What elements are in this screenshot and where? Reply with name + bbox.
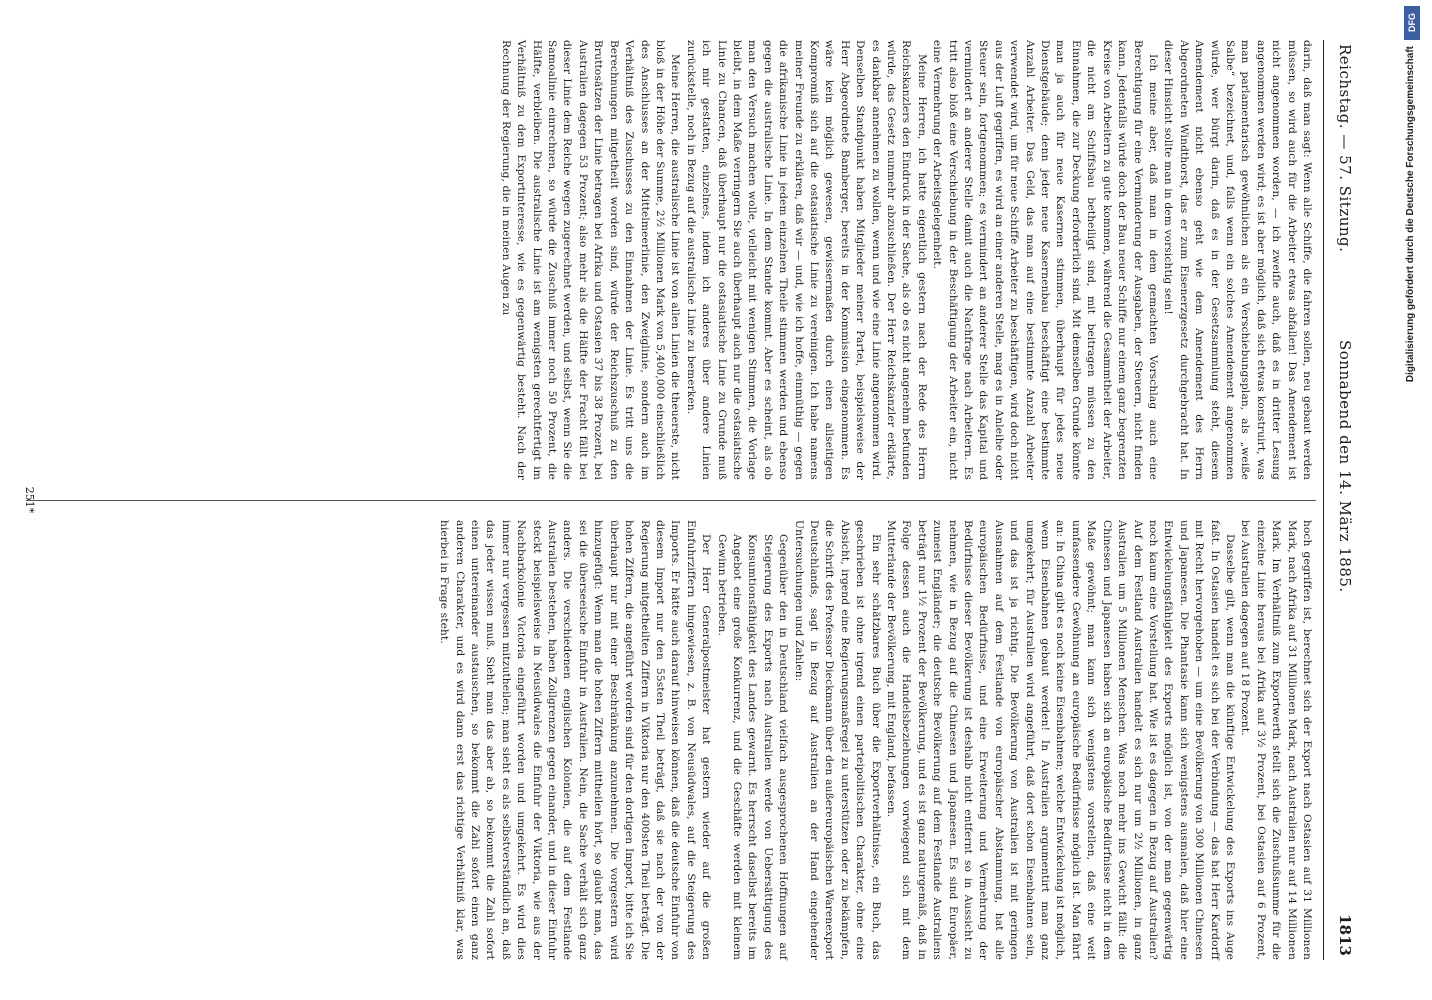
page-number: 1813 xyxy=(1336,914,1354,956)
paragraph: Meine Herren, ich hatte eigentlich gestern nach der Rede des Herrn Reichskanzlers den Eindruck in der Sache, als ob es nicht angenehm befunden würde, das Gesetz nunmehr abzuschließen. Der Herr Reichskanzler erklärte, es dankbar annehmen zu wollen, wenn und wie eine Linie angenommen wird. Denselben Standpunkt haben Mitglieder meiner Partei, beispielsweise der Herr Abgeordnete Bamberger, bereits in der Kommission eingenommen. Es wäre kein möglich gewesen, gewissermaßen durch einen allseitigen Kompromiß sich auf die ostasiatische Linie zu vereinigen. Ich habe namens meiner Freunde zu erklären, daß wir — und, wie ich hoffe, einmüthig — gegen die afrikanische Linie in jedem einzelnen Theile stimmen werden und ebenso gegen die australische Linie. In dem Stande kommt. Aber es scheint, als ob man den Versuch machen wolle, vielleicht mit wenigen Stimmen, die Vorlage bleibt, in dem Maße verringern Sie auch überhaupt auch nur die ostasiatische Linie zu Chancen, daß überhaupt nur die ostasiatische Linie zu Grunde muß ich mir gestatten, einzelnes, indem ich anderes über andere Linien zurückstelle, noch in Bezug auf die australische Linie zu bemerken. xyxy=(684,40,928,480)
signature-mark: 251* xyxy=(23,486,36,514)
paragraph: Gegenüber den in Deutschland vielfach ausgesprochenen Hoffnungen auf Steigerung des Exports nach Australien werde von Uebersättigung des Konsumtionsfähigkeit des Landes gewarnt. Es herrscht daselbst bereits im Angebot eine große Konkurrenz, und die Geschäfte werden mit kleinem Gewinn betrieben. xyxy=(715,534,790,960)
left-text-column xyxy=(497,40,1314,480)
right-text-column xyxy=(436,520,1314,960)
paragraph: Ein sehr schätzbares Buch über die Exportverhältnisse, ein Buch, das geschrieben ist ohne irgend einen parteipolitischen Charakter, ohne eine Absicht, irgend eine Regierungsmaßregel zu unterstützen oder zu bekämpfen, die Schrift des Professor Dieckmann über den außereuropäischen Warenexport Deutschlands, sagt in Bezug auf Australien an der Hand eingehender Untersuchungen und Zahlen: xyxy=(792,520,882,960)
paragraph: darin, daß man sagt: Wenn alle Schiffe, die fahren sollen, neu gebaut werden müssen, so wird auch für die Arbeiter etwas abfallen! Das Amendement ist nicht angenommen worden, — ich zweifle auch, daß es in dritter Lesung angenommen werden wird; es ist aber möglich, daß sich etwas konstruirt, was man parlamentarisch gewöhnlichen als ein Verschiebungsplan, als „weiße Salbe“ bezeichnet, und, falls wenn ein solches Amendement angenommen würde, wer bürgt darin, daß es in der Gesetzsammlung steht, diesem Amendement nicht ebenso geht wie dem Amendement des Herrn Abgeordneten Windthorst, das er zum Eisenerzgesetz durchgebracht hat. In dieser Hinsicht sollte man in dem vorsichtig sein! xyxy=(1162,40,1313,480)
header-date: Sonnabend den 14. März 1885. xyxy=(1336,340,1354,593)
paragraph: Der Herr Generalpostmeister hat gestern wieder auf die großen Einfuhrziffern hingewiesen, z. B. von Neusüdwales, auf die Steigerung des Imports. Er hätte auch darauf hinweisen können, daß die deutsche Einfuhr von diesem Import nur den 55sten Theil beträgt, daß sie nach der von der Regierung mitgetheilten Ziffern in Viktoria nur den 400sten Theil beträgt. Die hohen Ziffern, die angeführt worden sind für den dortigen Import, bitte ich Sie überhaupt nur mit einer Beschränkung anzunehmen. Die vorgestern wird hinzugefügt: Wenn man die hohen Ziffern mittheilen hört, so glaubt man, das sei die überseeische Einfuhr in Australien. Nein, die Sache verhält sich ganz anders. Die verschiedenen englischen Kolonien, die auf dem Festlande Australien bestehen, haben Zollgrenzen gegen einander, und in dieser Einfuhr steckt beispielsweise in Neusüdwales die Einfuhr der Viktoria, wie aus der Nachbarkolonie Victoria eingeführt worden und umgekehrt. Es wird dies immer nur vergessen mitzutheilen; man sieht es als selbstverständlich an, daß das jeder wissen muß. Sieht man das aber ab, so bekommt die Zahl sofort einen untereinander austauschen, so bekommt die Zahl sofort einen ganz anderen Charakter, und es wird dann erst das richtige Verhältniß klar, was hierbei in Frage steht. xyxy=(438,520,713,960)
paragraph: Dasselbe gilt, wenn man die künftige Entwickelung des Exports ins Auge faßt. In Ostasien handelt es sich bei der Verbindung — das hat Herr Kardorff mit Recht hervorgehoben — um eine Bevölkerung von 300 Millionen Chinesen und Japanesen. Die Phantasie kann sich wenigstens ausmalen, daß hier eine Entwickelungsfähigkeit des Exports möglich ist, von der man gegenwärtig noch kaum eine Vorstellung hat. Wie ist es dagegen in Bezug auf Australien? Auf dem Festland Australien handelt es sich nur um 2½ Millionen, in ganz Australien um 5 Millionen Menschen. Was noch mehr ins Gewicht fällt: die Chinesen und Japanesen haben sich an europäische Bedürfnisse nicht in dem Maße gewöhnt; man kann sich wenigstens vorstellen, daß eine weit umfassendere Gewöhnung an europäische Bedürfnisse möglich ist. Man fährt an: In China gibt es noch keine Eisenbahnen; welche Entwickelung ist möglich, wenn Eisenbahnen gebaut werden! In Australien argumentirt man ganz umgekehrt; für Australien wird angeführt, daß dort schon Eisenbahnen sein, und das ist ja richtig. Die Bevölkerung von Australien ist mit geringen Ausnahmen auf dem Festlande von europäischer Abstammung, hat alle europäischen Bedürfnisse, und eine Erweiterung und Vermehrung der Bedürfnisse dieser Bevölkerung ist deshalb nicht entfernt so in Aussicht zu nehmen, wie in Bezug auf die Chinesen und Japanesen. Es sind Europäer, zumeist Engländer; die deutsche Bevölkerung auf dem Festlande Australiens beträgt nur 1½ Prozent der Bevölkerung, und es ist ganz naturgemäß, daß in Folge dessen auch die Handelsbeziehungen vorwiegend sich mit dem Mutterlande der Bevölkerung, mit England, befassen. xyxy=(885,520,1236,960)
digitization-sidebar xyxy=(1402,0,1424,1000)
paragraph: Meine Herren, die australische Linie ist von allen Linien die theuerste, nicht bloß in der Höhe der Summe, 2½ Millionen Mark von 5,400,000 einschließlich des Anschlusses an der Mittelmeerlinie, den Zweiglinie, sondern auch im Verhältniß des Zuschusses zu den Einnahmen der Linie. Es tritt uns die Berechnungen mitgetheilt worden sind, würde der Reichszuschuß zu den Bruttosätzen der Linie betragen bei Afrika und Ostasien 37 bis 38 Prozent, bei Australien dagegen 53 Prozent; also mehr als die Hälfte der Fracht fällt bei dieser Linie dem Reiche wegen zugerechnet werden, und selbst, wenn Sie die Samoalinie einrechnen, so würde die Zuschuß immer noch 50 Prozent, die Hälfte, verbleiben. Die australische Linie ist am wenigsten gerechtfertigt im Verhältniß zu dem Exportinteresse, wie es gegenwärtig besteht. Nach der Rechnung der Regierung, die in meinen Augen zu xyxy=(499,40,682,480)
paragraph: hoch gegriffen ist, berechnet sich der Export nach Ostasien auf 31 Millionen Mark, nach Afrika auf 31 Millionen Mark, nach Australien nur auf 14 Millionen Mark. Im Verhältniß zum Exportwerth stellt sich die Zuschußsumme für die einzelne Linie heraus bei Afrika auf 3½ Prozent, bei Ostasien auf 6 Prozent, bei Australien dagegen auf 18 Prozent. xyxy=(1239,520,1313,960)
page-header xyxy=(1323,40,1364,960)
header-session: Reichstag. — 57. Sitzung. xyxy=(1336,44,1354,253)
dfg-logo: DFG xyxy=(1404,6,1420,40)
funding-credit: Digitalisierung gefördert durch die Deutsche Forschungsgemeinschaft xyxy=(1405,46,1416,383)
paragraph: Ich meine aber, daß man in dem gemachten Vorschlag auch eine Berechtigung für eine Verminderung der Ausgaben, der Steuern, nicht finden kann. Jedenfalls würde doch der Bau neuer Schiffe nur einem ganz begrenzten Kreise von Arbeitern zu gute kommen, während die Gesammtheit der Arbeiter, die nicht am Schiffsbau betheiligt sind, mit beitragen müssen zu den Einnahmen, die zur Deckung erforderlich sind. Mit demselben Grunde könnte man ja auch für neue Kasernen stimmen, überhaupt für jedes neue Dienstgebäude; denn jeder neue Kasernenbau beschäftigt eine bestimmte Anzahl Arbeiter. Das Geld, das man auf eine bestimmte Anzahl Arbeiter verwendet wird, um für neue Schiffe Arbeiter zu beschäftigen, wird doch nicht aus der Luft gegriffen, es wird an einer anderen Stelle, mag es in Anleihe oder Steuer sein, fortgenommen; es vermindert an anderer Stelle das Kapital und vermindert an anderer Stelle damit auch die Nachfrage nach Arbeitern. Es tritt also bloß eine Verschiebung in der Beschäftigung der Arbeiter ein, nicht eine Vermehrung der Arbeitsgelegenheit. xyxy=(931,40,1159,480)
column-divider xyxy=(26,500,1316,501)
page-content xyxy=(4,40,1364,960)
